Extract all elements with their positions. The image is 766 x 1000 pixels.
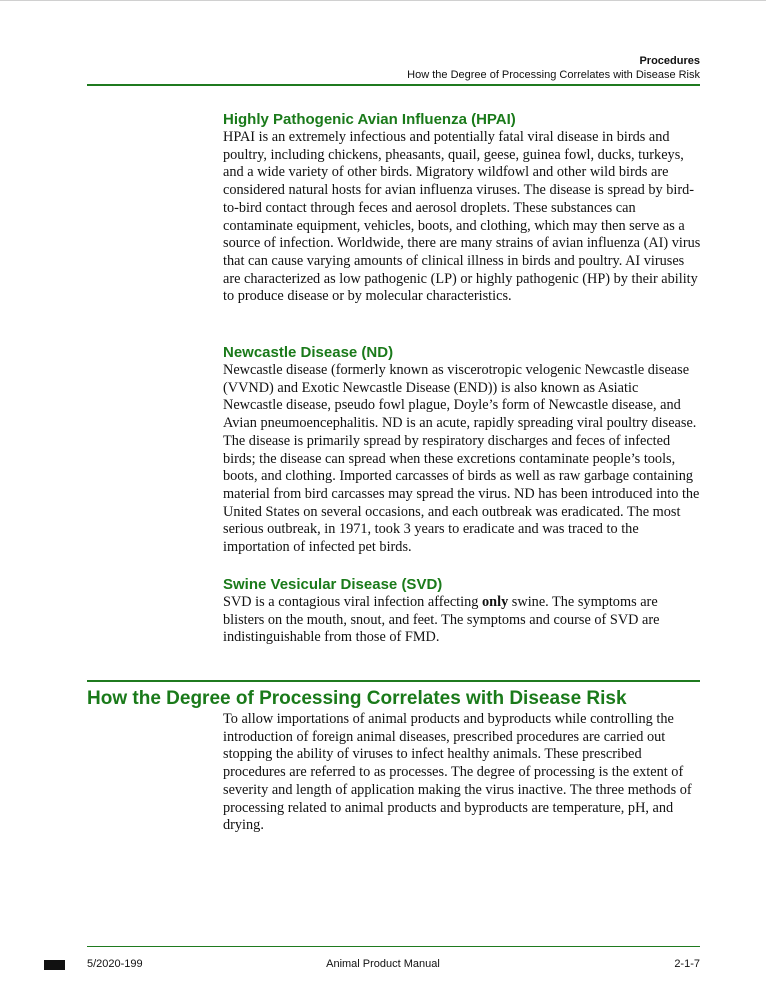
processing-section — [223, 711, 701, 835]
running-header — [407, 55, 700, 82]
processing-section-title: How the Degree of Processing Correlates with Disease Risk — [87, 688, 627, 709]
header-subsection-title: How the Degree of Processing Correlates with Disease Risk — [407, 69, 700, 81]
footer-date-code: 5/2020-199 — [87, 958, 143, 970]
svd-section — [223, 575, 701, 647]
section-divider — [87, 680, 700, 682]
svd-paragraph — [223, 594, 701, 647]
header-section-title: Procedures — [639, 55, 700, 67]
processing-paragraph: To allow importations of animal products and byproducts while controlling the introduction of foreign animal diseases, prescribed procedures are carried out stopping the ability of viruses to infect healthy animals. These prescribed procedures are referred to as processes. The degree of processing is the extent of severity and length of application making the virus inactive. The three methods of processing related to animal products and byproducts are temperature, pH, and drying. — [223, 711, 692, 834]
footer-page-number: 2-1-7 — [674, 958, 700, 970]
footer-manual-title: Animal Product Manual — [326, 958, 440, 970]
hpai-section — [223, 110, 701, 306]
hpai-heading: Highly Pathogenic Avian Influenza (HPAI) — [223, 111, 516, 128]
header-divider — [87, 84, 700, 86]
hpai-paragraph: HPAI is an extremely infectious and potentially fatal viral disease in birds and poultry, including chickens, pheasants, quail, geese, guinea fowl, ducks, turkeys, and a wide variety of other birds. Migratory wildfowl and other wild birds are considered natural hosts for avian influenza viruses. The disease is spread by bird-to-bird contact through feces and aerosol droplets. These substances can contaminate equipment, vehicles, boots, and clothing, which may then serve as a source of infection. Worldwide, there are many strains of avian influenza (AI) virus that can cause varying amounts of clinical illness in birds and poultry. AI viruses are characterized as low pathogenic (LP) or highly pathogenic (HP) by their ability to produce disease or by molecular characteristics. — [223, 129, 701, 305]
page-top-border — [0, 0, 766, 1]
svd-text-start: SVD is a contagious viral infection affecting — [223, 594, 482, 610]
nd-heading: Newcastle Disease (ND) — [223, 344, 394, 361]
nd-section — [223, 343, 701, 557]
footer-divider — [87, 946, 700, 947]
svd-text-end: swine. The symptoms are blisters on the mouth, snout, and feet. The symptoms and course of SVD are indistinguishable from those of FMD. — [223, 594, 660, 646]
nd-paragraph: Newcastle disease (formerly known as viscerotropic velogenic Newcastle disease (VVND) and Exotic Newcastle Disease (END)) is also known as Asiatic Newcastle disease, pseudo fowl plague, Doyle’s form of Newcastle disease, and Avian pneumoencephalitis. ND is an acute, rapidly spreading viral poultry disease. The disease is primarily spread by respiratory discharges and feces of infected birds; the disease can spread when these excretions contaminate people’s tools, boots, and clothing. Imported carcasses of birds as well as raw garbage containing material from bird carcasses may spread the virus. ND has been introduced into the United States on several occasions, and each outbreak was eradicated. The most serious outbreak, in 1971, took 3 years to eradicate and was traced to the importation of infected pet birds. — [223, 362, 700, 556]
svd-emphasis: only — [482, 594, 509, 610]
svd-heading: Swine Vesicular Disease (SVD) — [223, 576, 443, 593]
